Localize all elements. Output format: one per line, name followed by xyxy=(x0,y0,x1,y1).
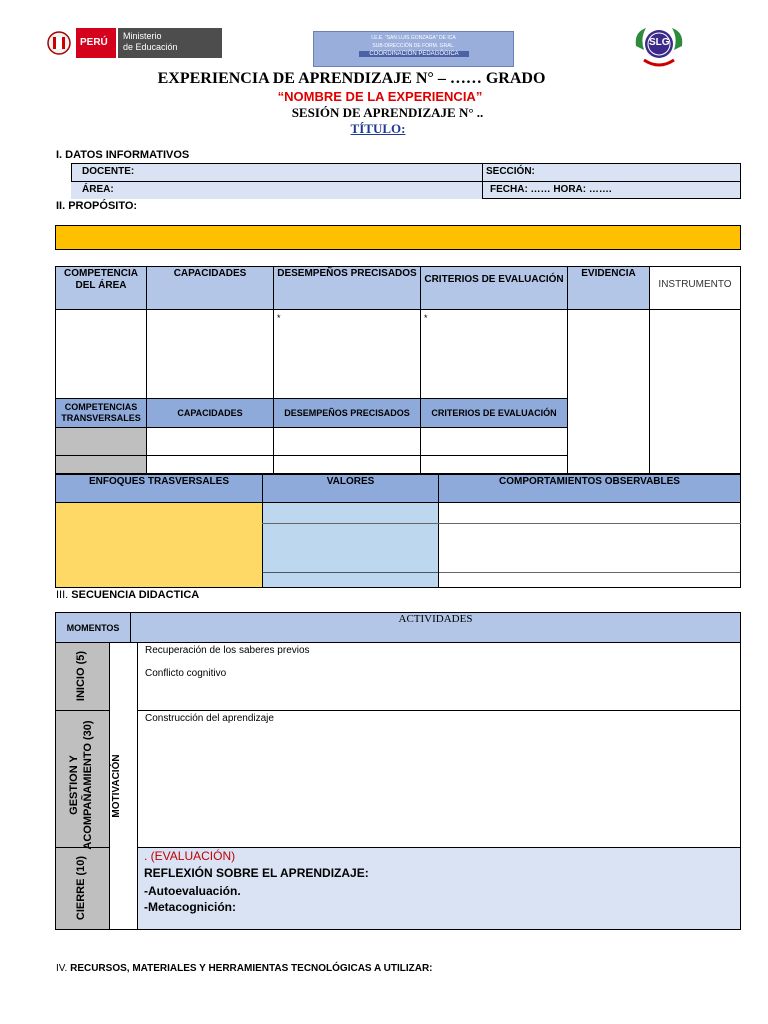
proposito-heading: II. PROPÓSITO: xyxy=(56,200,138,212)
header-competencias-transversales: COMPETENCIAS TRANSVERSALES xyxy=(61,402,141,423)
header-capacidades: CAPACIDADES xyxy=(173,268,247,279)
header-criterios-transversales: CRITERIOS DE EVALUACIÓN xyxy=(431,408,557,418)
header-competencia: COMPETENCIA DEL ÁREA xyxy=(64,268,138,291)
experience-title: EXPERIENCIA DE APRENDIZAJE N° – …… GRADO xyxy=(157,70,546,87)
conflicto-cognitivo: Conflicto cognitivo xyxy=(145,668,227,679)
construccion-aprendizaje: Construcción del aprendizaje xyxy=(145,713,274,724)
evaluacion-label: . (EVALUACIÓN) xyxy=(144,849,236,863)
header-actividades: ACTIVIDADES xyxy=(398,613,473,625)
proposito-bar xyxy=(55,225,741,250)
coordination-box xyxy=(313,31,514,67)
motivacion-label: MOTIVACIÓN xyxy=(111,754,122,818)
peru-label: PERÚ xyxy=(80,37,108,48)
reflexion-label: REFLEXIÓN SOBRE EL APRENDIZAJE: xyxy=(144,866,369,880)
recursos-heading xyxy=(56,963,433,974)
seccion-label: SECCIÓN: xyxy=(486,166,535,177)
coordination-line2: SUB-DIRECCIÓN DE FORM. GRAL. xyxy=(372,43,455,49)
recursos-prefix: IV. xyxy=(56,963,68,974)
autoevaluacion-label: -Autoevaluación. xyxy=(144,884,241,898)
secuencia-prefix: III. xyxy=(56,589,69,601)
docente-label: DOCENTE: xyxy=(82,166,135,177)
inicio-label: INICIO (5) xyxy=(75,650,87,702)
header-desempenos-transversales: DESEMPEÑOS PRECISADOS xyxy=(284,408,410,418)
header-capacidades-transversales: CAPACIDADES xyxy=(177,408,243,418)
gestion-label xyxy=(67,718,97,852)
peru-shield-icon xyxy=(44,30,74,56)
gestion-line2: ACOMPAÑAMIENTO (30) xyxy=(82,720,94,850)
secuencia-heading xyxy=(56,589,199,601)
area-label: ÁREA: xyxy=(82,184,114,195)
gestion-line1: GESTION Y xyxy=(68,755,80,815)
header-comportamientos: COMPORTAMIENTOS OBSERVABLES xyxy=(499,476,680,487)
recursos-title: RECURSOS, MATERIALES Y HERRAMIENTAS TECNOLÓGICAS A UTILIZAR: xyxy=(70,963,433,974)
coordination-line3: COORDINACIÓN PEDAGÓGICA xyxy=(359,51,469,57)
desempeno-bullet: * xyxy=(277,313,281,323)
fecha-hora-label: FECHA: …… HORA: ……. xyxy=(490,184,612,195)
header-instrumento: INSTRUMENTO xyxy=(658,279,732,290)
cierre-label: CIERRE (10) xyxy=(75,855,87,921)
header-evidencia: EVIDENCIA xyxy=(581,268,636,279)
ministry-line1: Ministerio xyxy=(123,31,162,41)
saberes-previos: Recuperación de los saberes previos xyxy=(145,645,310,656)
session-title: SESIÓN DE APRENDIZAJE N° .. xyxy=(291,105,484,120)
header-criterios: CRITERIOS DE EVALUACIÓN xyxy=(424,274,564,285)
header-desempenos: DESEMPEÑOS PRECISADOS xyxy=(277,268,417,279)
minedu-logo xyxy=(44,28,222,58)
metacognicion-label: -Metacognición: xyxy=(144,900,236,914)
header-enfoques: ENFOQUES TRASVERSALES xyxy=(88,476,230,487)
school-logo-icon xyxy=(630,24,688,70)
experience-name: “NOMBRE DE LA EXPERIENCIA” xyxy=(277,89,483,104)
header-momentos: MOMENTOS xyxy=(66,622,120,633)
ministry-line2: de Educación xyxy=(123,42,178,52)
datos-heading: I. DATOS INFORMATIVOS xyxy=(56,149,190,161)
secuencia-title: SECUENCIA DIDACTICA xyxy=(71,589,200,601)
criterio-bullet: * xyxy=(424,313,428,323)
header-valores: VALORES xyxy=(326,476,375,487)
school-logo-text: SLG xyxy=(649,37,670,48)
titulo-label: TÍTULO: xyxy=(350,121,406,136)
coordination-line1: I.E.E. "SAN LUIS GONZAGA" DE ICA xyxy=(371,35,456,41)
